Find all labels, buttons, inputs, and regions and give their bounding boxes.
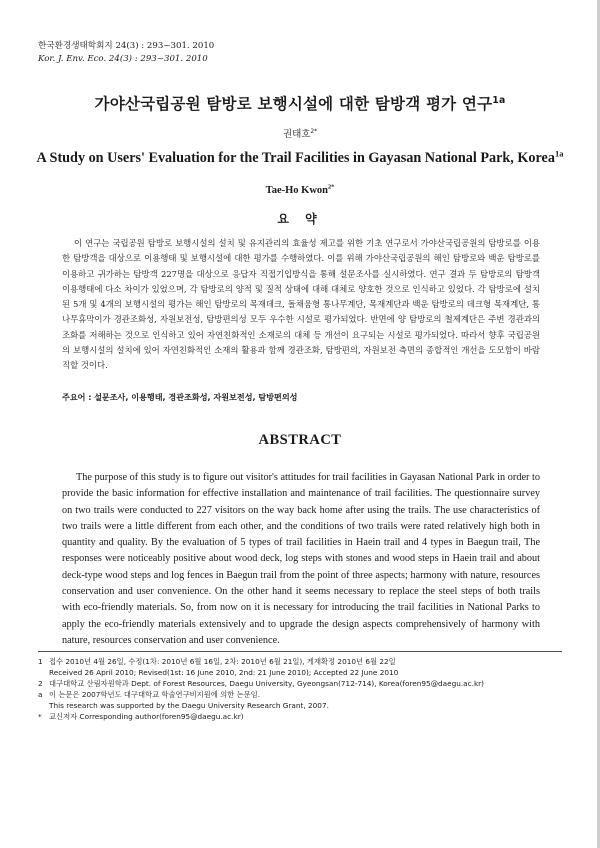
footnote-text: 교신저자 Corresponding author(foren95@daegu.ac.kr) [49,712,244,721]
footnote-text: 대구대학교 산림자원학과 Dept. of Forest Resources, Daegu University, Gyeongsan(712-714), Korea(foren95@daegu.ac.kr) [49,679,485,688]
footnote-text: 이 논문은 2007학년도 대구대학교 학술연구비지원에 의한 논문임. [49,690,261,699]
abstract-heading: ABSTRACT [258,432,342,448]
abstract-english [62,470,540,649]
footnote-2 [38,678,562,689]
keywords-list: 설문조사, 이용행태, 경관조화성, 자원보전성, 탐방편의성 [94,392,298,402]
author-korean-name: 권태호 [283,129,311,140]
footnote-corresponding [38,711,562,722]
author-english [0,185,600,196]
keywords-block [62,391,540,403]
author-english-name: Tae-Ho Kwon [265,185,329,196]
journal-header [38,40,214,66]
footnote-mark: * [38,712,42,721]
footnote-mark: a [38,690,43,699]
title-english [0,150,600,167]
title-english-text: A Study on Users' Evaluation for the Trail Facilities in Gayasan National Park, Korea [36,150,555,166]
footnote-mark: 2 [38,679,43,688]
footnote-mark: 1 [38,657,43,666]
footnote-1 [38,656,562,678]
title-korean-footnote-mark: 1a [492,94,506,106]
footnote-a [38,689,562,711]
title-english-footnote-mark: 1a [554,148,564,159]
title-korean [0,92,600,114]
footnote-text: This research was supported by the Daegu University Research Grant, 2007. [49,701,329,710]
title-korean-text: 가야산국립공원 탐방로 보행시설에 대한 탐방객 평가 연구 [94,95,493,113]
footnote-text: Received 26 April 2010; Revised(1st: 16 June 2010, 2nd: 21 June 2010); Accepted 22 June 2010 [49,668,399,677]
footnotes [38,656,562,722]
author-english-footnote-mark: 2* [328,183,335,191]
summary-korean [62,236,540,374]
footnote-divider [38,651,562,652]
summary-heading: 요 약 [277,212,323,226]
author-korean [0,126,600,140]
summary-korean-paragraph: 이 연구는 국립공원 탐방로 보행시설의 설치 및 유지관리의 효율성 제고를 위한 기초 연구로서 가야산국립공원의 탐방로를 이용한 탐방객을 대상으로 이용행태 및 보행시설에 대한 평가를 수행하였다. 이를 위해 가야산국립공원의 해인 탐방로와 백운 탐방로를 이용하고 귀가하는 탐방객 227명을 대상으로 응답자 직접기입방식을 통해 설문조사를 실시하였다. 연구 결과 두 탐방로의 탐방객 이용행태에 다소 차이가 있었으며, 각 탐방로의 양적 및 질적 상태에 대해 대체로 양호한 것으로 인식하고 있었다. 각 탐방로에 설치된 5개 및 4개의 보행시설의 평가는 해인 탐방로의 목재데크, 돌채움형 통나무계단, 목재계단과 백운 탐방로의 데크형 목재계단, 통나무휴막이가 경관조화성, 자원보전성, 탐방편의성 모두 우수한 시설로 평가되었다. 반면에 양 탐방로의 철제계단은 주변 경관과의 조화를 저해하는 것으로 인식하고 있어 자연친화적인 소재로의 대체 등 개선이 요구되는 시설로 평가되었다. 따라서 향후 국립공원의 보행시설의 설치에 있어 자연친화적인 소재의 활용과 함께 경관조화, 탐방편의, 자원보전 측면의 종합적인 개선을 도모함이 바람직할 것이다. [62,238,540,371]
abstract-english-paragraph: The purpose of this study is to figure out visitor's attitudes for trail facilities in Gayasan National Park in order to provide the basic information for effective installation and maintenance of trail facilities. The questionnaire survey on two trails were conducted to 227 visitors on the way back home after using the trails. The use characteristics of two trails were a little different from each other, and the conditions of two trails were rated relatively high both in quantity and quality. By the evaluation of 5 types of trail facilities in Haein trail and 4 types in Baegun trail, The responses were noticeably positive about wood deck, log steps with stones and wood steps in Haein trail and about deck-type wood steps and log fences in Baegun trail from the point of three aspects; harmony with nature, resources conservation and user convenience. On the other hand it seems necessary to replace the steel steps of both trails with eco-friendly materials. So, from now on it is necessary for introducing the trail facilities in National Parks to apply the eco-friendly materials extensively and to upgrade the design aspects comprehensively of harmony with nature, resources conservation and user convenience. [62,472,540,646]
author-korean-footnote-mark: 2* [310,128,317,135]
keywords-label: 주요어 : [62,392,92,402]
journal-citation-en: Kor. J. Env. Eco. 24(3) : 293~301. 2010 [38,54,208,64]
footnote-text: 접수 2010년 4월 26일, 수정(1차: 2010년 6월 16일, 2차: 2010년 6월 21일), 게재확정 2010년 6월 22일 [49,657,396,666]
journal-citation-ko: 한국환경생태학회지 24(3) : 293~301. 2010 [38,41,215,51]
